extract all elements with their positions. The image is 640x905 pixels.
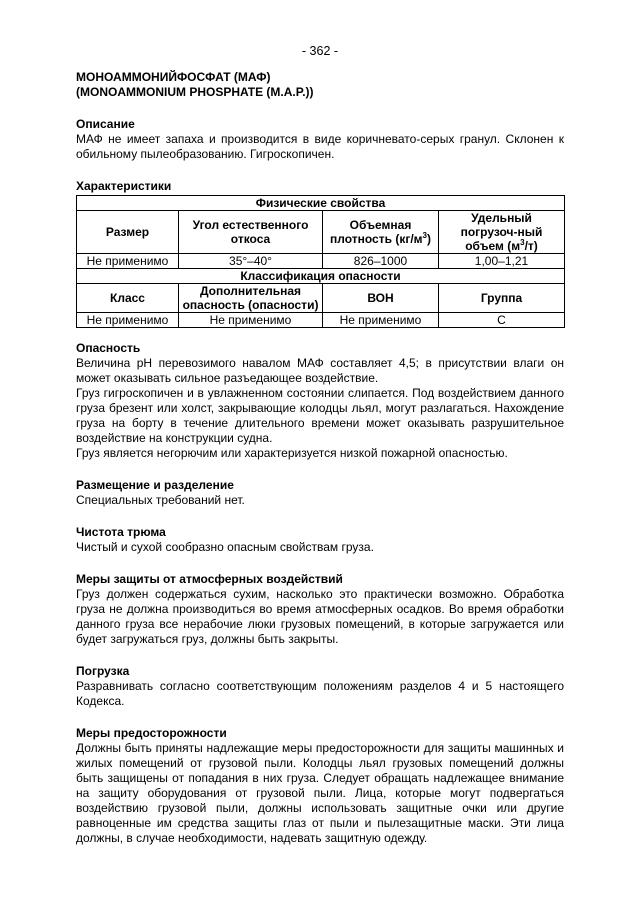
hazard-heading: Опасность [76,341,141,355]
table-cell: 826–1000 [323,254,439,269]
column-header-size: Размер [77,211,179,254]
characteristics-section [76,179,564,328]
hold-cleanliness-text: Чистый и сухой сообразно опасным свойствам груза. [76,540,374,554]
stowage-section [76,478,564,508]
table-cell: 1,00–1,21 [439,254,565,269]
table-row [77,269,565,284]
column-header-angle: Угол естественного откоса [179,211,323,254]
precautions-heading: Меры предосторожности [76,726,227,740]
hold-cleanliness-section [76,525,564,555]
table-row [77,196,565,211]
table-cell: Не применимо [77,254,179,269]
characteristics-table [76,195,565,328]
document-body [76,70,564,846]
table-cell: Не применимо [323,313,439,328]
weather-text: Груз должен содержаться сухим, насколько это практически возможно. Обработка груза не должна производиться во время атмосферных осадков. Во время обработки данного груза все нерабочие люки грузовых помещений, в которые загружается или будет загружаться груз, должны быть закрыты. [76,587,564,646]
table-row [77,211,565,254]
stowage-heading: Размещение и разделение [76,478,234,492]
hold-cleanliness-heading: Чистота трюма [76,525,166,539]
characteristics-heading: Характеристики [76,179,172,193]
table-cell: Не применимо [179,313,323,328]
hazard-classification-header: Классификация опасности [77,269,565,284]
description-section [76,117,564,162]
description-text: МАФ не имеет запаха и производится в виде коричневато-серых гранул. Склонен к обильному пылеобразованию. Гигроскопичен. [76,132,564,161]
physical-properties-header: Физические свойства [77,196,565,211]
precautions-text: Должны быть приняты надлежащие меры предосторожности для защиты машинных и жилых помещений от грузовой пыли. Колодцы льял грузовых помещений должны быть защищены от попадания в них груза. Следует обращать надлежащее внимание на защиту оборудования от грузовой пыли. Лица, которые могут подвергаться воздействию грузовой пыли, должны использовать защитные очки или другие равноценные им средства защиты глаз от пыли и пылезащитные маски. Эти лица должны, в случае необходимости, надевать защитную одежду. [76,741,564,845]
stowage-text: Специальных требований нет. [76,493,245,507]
hazard-section [76,341,564,461]
loading-section [76,664,564,709]
title-english: (MONOAMMONIUM PHOSPHATE (M.A.P.)) [76,85,314,99]
table-row [77,254,565,269]
table-row [77,313,565,328]
weather-section [76,572,564,647]
column-header-stowage-factor: Удельный погрузоч-ный объем $(м^3/т)$ [439,211,565,254]
page-number: - 362 - [301,44,339,58]
weather-heading: Меры защиты от атмосферных воздействий [76,572,343,586]
table-cell: Не применимо [77,313,179,328]
hazard-paragraph: Груз является негорючим или характеризуется низкой пожарной опасностью. [76,446,508,460]
precautions-section [76,726,564,846]
table-row [77,284,565,313]
description-heading: Описание [76,117,135,131]
column-header-class: Класс [77,284,179,313]
loading-text: Разравнивать согласно соответствующим положениям разделов 4 и 5 настоящего Кодекса. [76,679,564,708]
hazard-paragraph: Груз гигроскопичен и в увлажненном состоянии слипается. Под воздействием данного груза брезент или холст, закрывающие колодцы льял, могут разлагаться. Нахождение груза на борту в течение длительного времени может оказывать разрушительное воздействие на конструкции судна. [76,386,564,445]
table-cell: С [439,313,565,328]
column-header-subsidiary-hazard: Дополнительная опасность (опасности) [179,284,323,313]
column-header-group: Группа [439,284,565,313]
title-russian: МОНОАММОНИЙФОСФАТ (МАФ) [76,70,271,84]
loading-heading: Погрузка [76,664,130,678]
hazard-paragraph: Величина pH перевозимого навалом МАФ составляет 4,5; в присутствии влаги он может оказывать сильное разъедающее воздействие. [76,356,564,385]
column-header-density: Объемная плотность $(кг/м^3)$ [323,211,439,254]
column-header-mhb: ВОН [323,284,439,313]
table-cell: 35°–40° [179,254,323,269]
